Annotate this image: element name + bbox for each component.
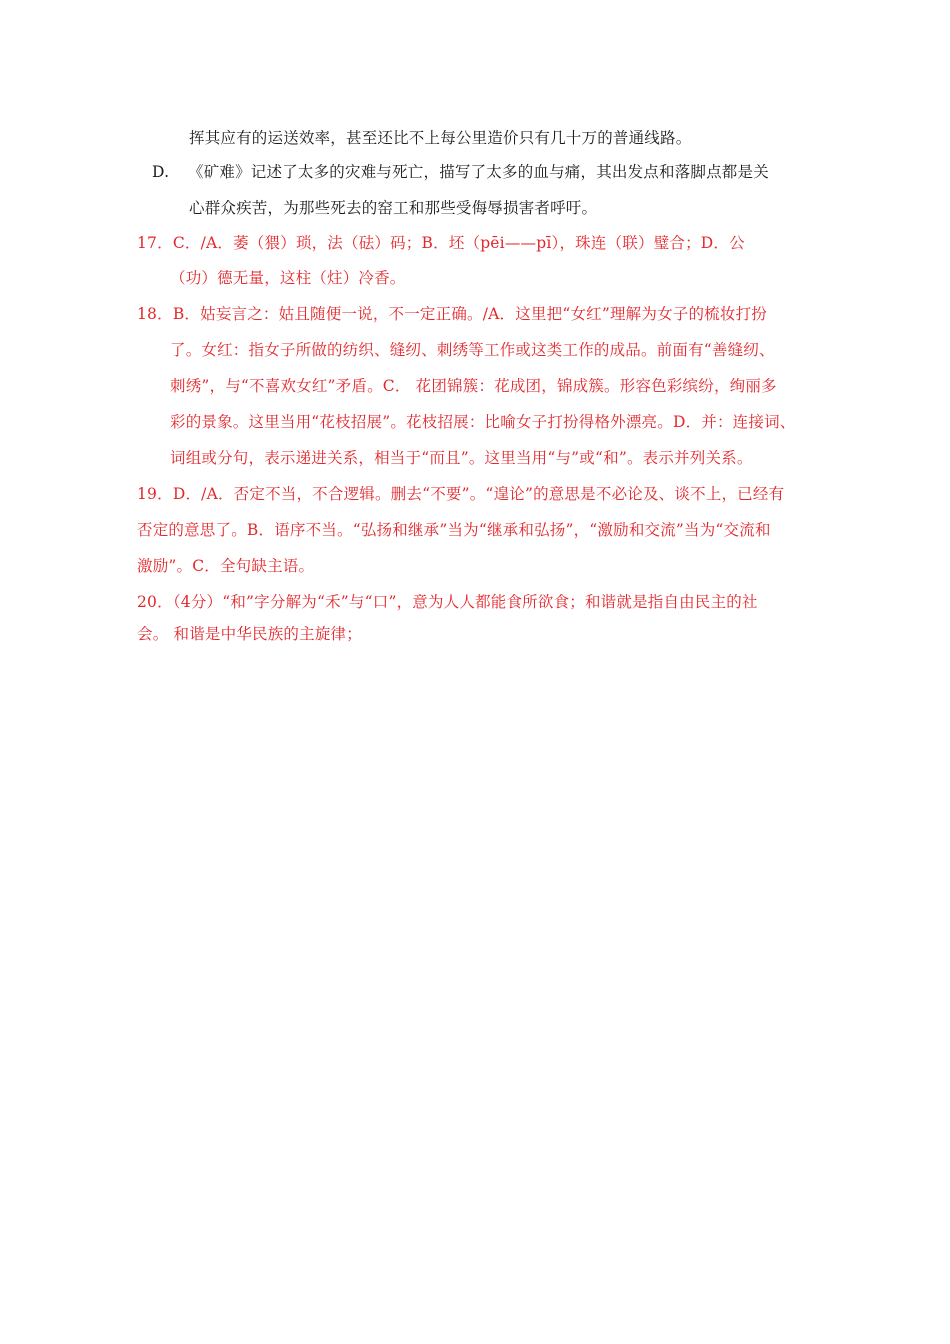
answer-19-line3: 激励”。C．全句缺主语。 bbox=[137, 557, 315, 575]
answer-17-line2: （功）德无量，这柱（炷）冷香。 bbox=[170, 269, 406, 287]
question-continuation-line: 挥其应有的运送效率，甚至还比不上每公里造价只有几十万的普通线路。 bbox=[189, 129, 692, 147]
question-d-line2: 心群众疾苦，为那些死去的窑工和那些受侮辱损害者呼吁。 bbox=[189, 199, 598, 217]
option-d-label: D. bbox=[152, 163, 170, 181]
answer-18-line4: 彩的景象。这里当用“花枝招展”。花枝招展：比喻女子打扮得格外漂亮。D．并：连接词、 bbox=[170, 413, 796, 431]
answer-18-line2: 了。女红：指女子所做的纺织、缝纫、刺绣等工作或这类工作的成品。前面有“善缝纫、 bbox=[170, 341, 775, 359]
answer-18-line5: 词组或分句，表示递进关系，相当于“而且”。这里当用“与”或“和”。表示并列关系。 bbox=[170, 449, 753, 467]
answer-18-line3: 刺绣”，与“不喜欢女红”矛盾。C． 花团锦簇：花成团，锦成簇。形容色彩缤纷，绚丽多 bbox=[170, 377, 777, 395]
answer-20-line2: 会。 和谐是中华民族的主旋律； bbox=[137, 625, 362, 643]
answer-18-line1: 18．B．姑妄言之：姑且随便一说，不一定正确。/A．这里把“女红”理解为女子的梳妆打扮 bbox=[137, 305, 767, 323]
option-d-text: 《矿难》记述了太多的灾难与死亡，描写了太多的血与痛，其出发点和落脚点都是关 bbox=[188, 163, 769, 181]
answer-17-line1: 17．C．/A．萎（猥）琐，法（砝）码；B．坯（pēi——pī），珠连（联）璧合；D．公 bbox=[137, 234, 745, 252]
answer-19-line1: 19．D．/A．否定不当，不合逻辑。删去“不要”。“遑论”的意思是不必论及、谈不上，已经有 bbox=[137, 485, 785, 503]
question-d-line1 bbox=[152, 162, 769, 182]
answer-20-line1: 20．（4分）“和”字分解为“禾”与“口”，意为人人都能食所欲食；和谐就是指自由民主的社 bbox=[137, 593, 758, 611]
answer-19-line2: 否定的意思了。B．语序不当。“弘扬和继承”当为“继承和弘扬”，“激励和交流”当为“交流和 bbox=[137, 521, 771, 539]
